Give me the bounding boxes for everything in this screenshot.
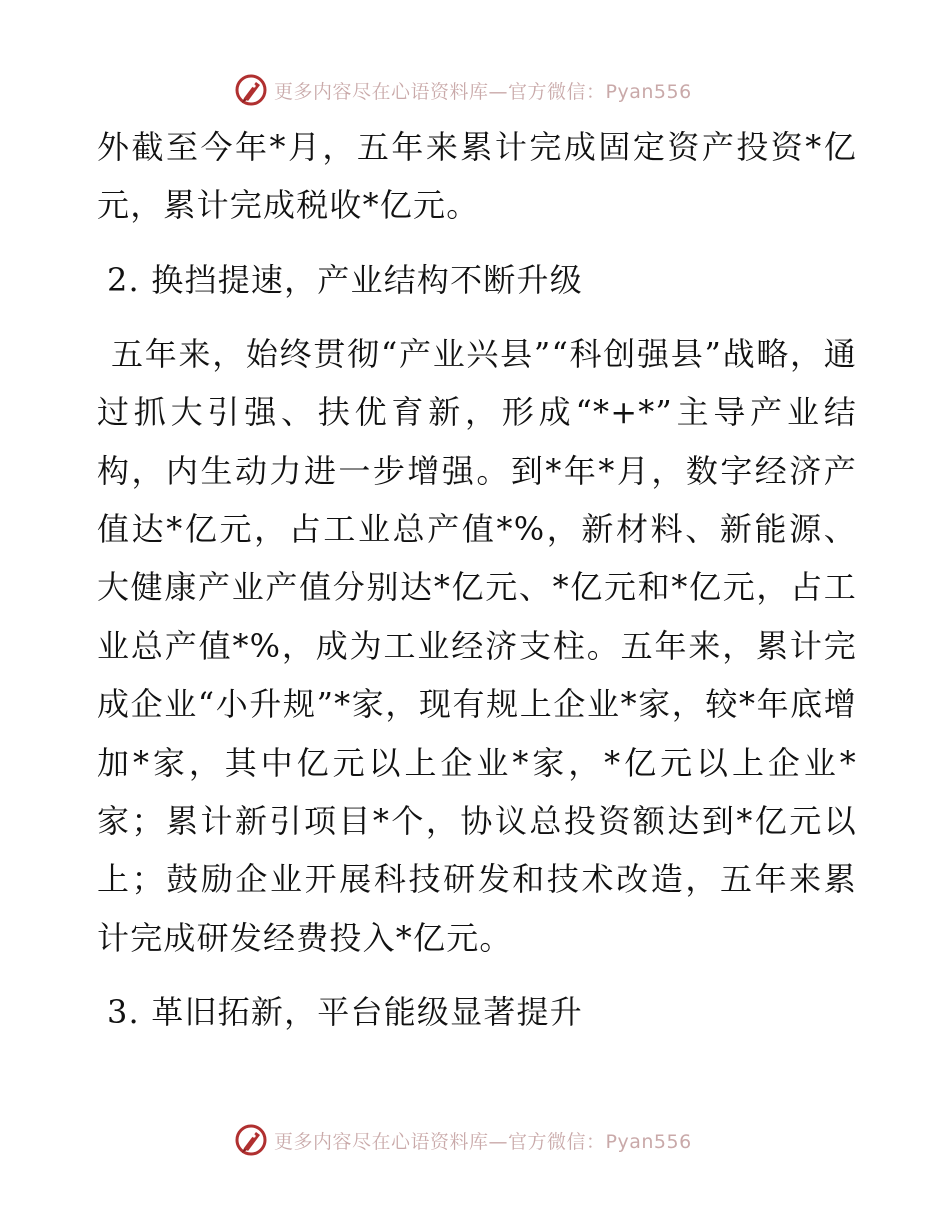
pen-nib-icon — [234, 1123, 268, 1157]
paragraph-industry-structure: 五年来，始终贯彻“产业兴县”“科创强县”战略，通过抓大引强、扶优育新，形成“*+*”主导产业结构，内生动力进一步增强。到*年*月，数字经济产值达*亿元，占工业总产值*%，新材料、新能源、大健康产业产值分别达*亿元、*亿元和*亿元，占工业总产值*%，成为工业经济支柱。五年来，累计完成企业“小升规”*家，现有规上企业*家，较*年底增加*家，其中亿元以上企业*家，*亿元以上企业*家；累计新引项目*个，协议总投资额达到*亿元以上；鼓励企业开展科技研发和技术改造，五年来累计完成研发经费投入*亿元。 — [97, 334, 857, 957]
paragraph-investment-summary: 外截至今年*月，五年来累计完成固定资产投资*亿元，累计完成税收*亿元。 — [97, 128, 857, 225]
watermark-text: 更多内容尽在心语资料库—官方微信：Pyan556 — [274, 1130, 692, 1153]
section-heading-3: 3. 革旧拓新，平台能级显著提升 — [107, 993, 583, 1032]
watermark-text: 更多内容尽在心语资料库—官方微信：Pyan556 — [274, 80, 692, 103]
document-body — [97, 118, 857, 1057]
section-heading-2: 2. 换挡提速，产业结构不断升级 — [107, 260, 583, 299]
footer-watermark — [234, 1122, 692, 1158]
header-watermark — [234, 72, 692, 108]
pen-nib-icon — [234, 73, 268, 107]
